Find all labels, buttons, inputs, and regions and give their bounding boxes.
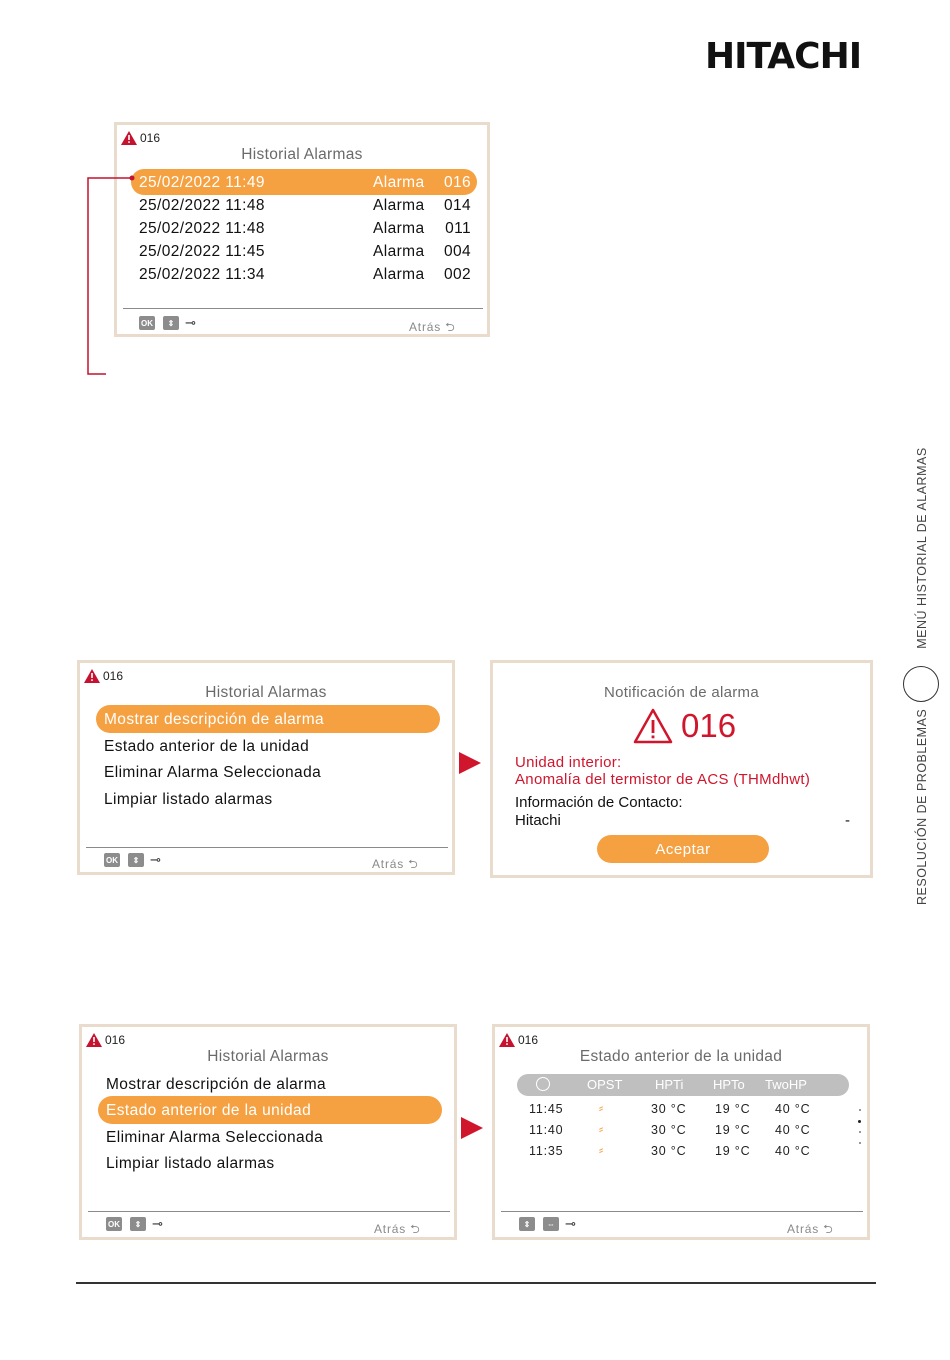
contact-label: Información de Contacto: [515, 794, 683, 811]
row-type: Alarma [373, 266, 425, 283]
callout-leader-line [80, 170, 140, 380]
column-header: HPTi [655, 1077, 684, 1092]
contact-dash: - [845, 812, 850, 829]
row-type: Alarma [373, 243, 425, 260]
alarm-indicator [499, 1033, 538, 1047]
row-date: 25/02/2022 11:49 [139, 174, 265, 191]
tap-icon: ⸗ [599, 1101, 604, 1115]
wrench-icon[interactable]: ⊸ [152, 1216, 163, 1231]
unit-label: Unidad interior: [515, 754, 622, 771]
menu-item-clear-list[interactable]: Limpiar listado alarmas [104, 791, 273, 808]
warning-icon [84, 669, 100, 683]
ok-button-icon[interactable]: OK [139, 316, 155, 330]
alarm-code: 016 [105, 1033, 126, 1047]
row-hpti: 30 °C [651, 1144, 687, 1158]
next-step-arrow-icon [461, 1117, 483, 1139]
row-date: 25/02/2022 11:48 [139, 197, 265, 214]
screen-alarm-notification [490, 660, 873, 878]
page-bottom-rule [76, 1282, 876, 1284]
row-time: 11:40 [529, 1123, 564, 1137]
back-button[interactable] [372, 855, 419, 876]
row-date: 25/02/2022 11:34 [139, 266, 265, 283]
accept-button[interactable] [597, 835, 769, 863]
menu-item-clear-list[interactable]: Limpiar listado alarmas [106, 1155, 275, 1172]
row-twohp: 40 °C [775, 1102, 811, 1116]
column-header: HPTo [713, 1077, 745, 1092]
alarm-indicator [121, 131, 160, 145]
alarm-code: 016 [140, 131, 161, 145]
up-down-icon[interactable]: ⇕ [163, 316, 179, 330]
wrench-icon[interactable]: ⊸ [185, 315, 196, 330]
menu-item-delete-alarm[interactable]: Eliminar Alarma Seleccionada [104, 764, 322, 781]
back-button[interactable] [409, 318, 456, 339]
screen-alarm-history-list [114, 122, 490, 337]
history-row[interactable] [139, 220, 471, 238]
alarm-code: 016 [518, 1033, 539, 1047]
row-date: 25/02/2022 11:45 [139, 243, 265, 260]
up-down-icon[interactable]: ⇕ [128, 853, 144, 867]
history-row[interactable] [139, 266, 471, 284]
alarm-indicator [84, 669, 123, 683]
footer-divider [501, 1211, 863, 1212]
alarm-description: Anomalía del termistor de ACS (THMdhwt) [515, 771, 811, 788]
row-code: 016 [443, 174, 471, 191]
row-code: 014 [443, 197, 471, 214]
column-header: TwoHP [765, 1077, 807, 1092]
tap-icon: ⸗ [599, 1122, 604, 1136]
side-label-right: MENÚ HISTORIAL DE ALARMAS [915, 447, 929, 649]
warning-icon [499, 1033, 515, 1047]
menu-item-delete-alarm[interactable]: Eliminar Alarma Seleccionada [106, 1129, 324, 1146]
history-row[interactable] [139, 243, 471, 261]
row-hpti: 30 °C [651, 1102, 687, 1116]
contact-value: Hitachi [515, 812, 561, 829]
history-row[interactable] [139, 174, 471, 192]
screen-history-menu-description [77, 660, 455, 875]
footer-divider [86, 847, 448, 848]
back-label: Atrás [787, 1222, 820, 1236]
back-button[interactable] [787, 1220, 834, 1241]
back-arrow-icon: ⮌ [410, 1222, 421, 1236]
table-row [517, 1102, 849, 1122]
row-hpti: 30 °C [651, 1123, 687, 1137]
notification-title: Notificación de alarma [603, 684, 759, 701]
next-step-arrow-icon [459, 752, 481, 774]
back-arrow-icon: ⮌ [445, 320, 456, 334]
side-label-left: RESOLUCIÓN DE PROBLEMAS [915, 708, 929, 905]
tap-icon: ⸗ [599, 1143, 604, 1157]
ok-button-icon[interactable]: OK [106, 1217, 122, 1231]
ok-button-icon[interactable]: OK [104, 853, 120, 867]
row-date: 25/02/2022 11:48 [139, 220, 265, 237]
table-row [517, 1144, 849, 1164]
row-code: 002 [443, 266, 471, 283]
alarm-code: 016 [103, 669, 124, 683]
back-label: Atrás [374, 1222, 407, 1236]
row-hpto: 19 °C [715, 1102, 751, 1116]
table-header [517, 1074, 849, 1096]
row-hpto: 19 °C [715, 1144, 751, 1158]
back-label: Atrás [372, 857, 405, 871]
left-right-icon[interactable]: ⇔ [543, 1217, 559, 1231]
clock-icon [536, 1077, 550, 1091]
wrench-icon[interactable]: ⊸ [150, 852, 161, 867]
row-type: Alarma [373, 197, 425, 214]
screen-history-menu-previous-state [79, 1024, 457, 1240]
row-time: 11:45 [529, 1102, 564, 1116]
screen-title: Estado anterior de la unidad [579, 1048, 783, 1065]
table-row [517, 1123, 849, 1143]
accept-label: Aceptar [655, 840, 711, 858]
screen-title: Historial Alarmas [241, 146, 363, 163]
big-alarm-code [633, 707, 736, 745]
back-label: Atrás [409, 320, 442, 334]
up-down-icon[interactable]: ⇕ [130, 1217, 146, 1231]
warning-outline-icon [633, 708, 673, 744]
row-code: 004 [443, 243, 471, 260]
row-type: Alarma [373, 220, 425, 237]
screen-previous-unit-state [492, 1024, 870, 1240]
page-indicator [858, 1109, 862, 1149]
wrench-icon[interactable]: ⊸ [565, 1216, 576, 1231]
warning-icon [121, 131, 137, 145]
row-time: 11:35 [529, 1144, 564, 1158]
footer-divider [88, 1211, 450, 1212]
row-twohp: 40 °C [775, 1123, 811, 1137]
row-code: 011 [445, 220, 471, 237]
footer-divider [123, 308, 483, 309]
menu-item-previous-state[interactable]: Estado anterior de la unidad [104, 738, 310, 755]
row-hpto: 19 °C [715, 1123, 751, 1137]
menu-item-show-description[interactable]: Mostrar descripción de alarma [106, 1076, 327, 1093]
row-type: Alarma [373, 174, 425, 191]
back-arrow-icon: ⮌ [408, 857, 419, 871]
warning-icon [86, 1033, 102, 1047]
alarm-indicator [86, 1033, 125, 1047]
hitachi-logo: HITACHI [705, 36, 862, 77]
big-code-text: 016 [681, 707, 737, 744]
side-circle-marker [903, 666, 939, 702]
up-down-icon[interactable]: ⇕ [519, 1217, 535, 1231]
menu-item-previous-state[interactable]: Estado anterior de la unidad [106, 1102, 312, 1119]
screen-title: Historial Alarmas [207, 1048, 329, 1065]
history-row[interactable] [139, 197, 471, 215]
menu-item-show-description[interactable]: Mostrar descripción de alarma [104, 711, 325, 728]
row-twohp: 40 °C [775, 1144, 811, 1158]
screen-title: Historial Alarmas [205, 684, 327, 701]
back-button[interactable] [374, 1220, 421, 1241]
back-arrow-icon: ⮌ [823, 1222, 834, 1236]
column-header: OPST [587, 1077, 623, 1092]
